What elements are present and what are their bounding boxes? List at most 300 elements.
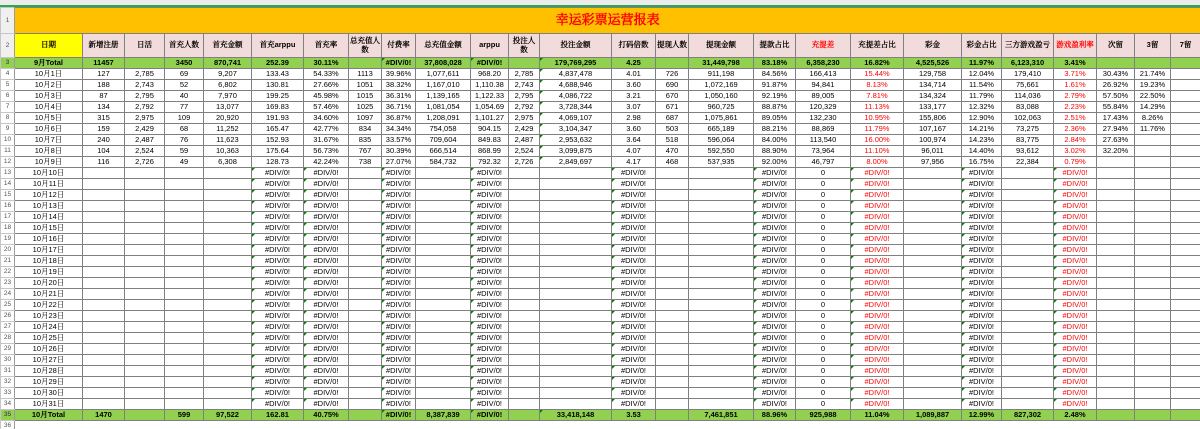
cell[interactable] (1171, 245, 1200, 256)
cell[interactable]: #DIV/0! (304, 355, 349, 366)
cell[interactable]: #DIV/0! (382, 179, 416, 190)
cell[interactable]: 36.87% (382, 113, 416, 124)
cell[interactable]: #DIV/0! (252, 289, 304, 300)
cell[interactable] (204, 223, 252, 234)
cell[interactable] (1171, 135, 1200, 146)
cell[interactable] (1135, 179, 1171, 190)
cell[interactable]: #DIV/0! (612, 267, 656, 278)
cell[interactable]: #DIV/0! (471, 366, 509, 377)
cell[interactable] (1135, 168, 1171, 179)
cell[interactable]: 2,429 (509, 124, 540, 135)
cell[interactable]: 240 (83, 135, 125, 146)
cell[interactable] (204, 267, 252, 278)
cell[interactable]: 129,758 (904, 69, 962, 80)
column-header[interactable]: 投注人数 (509, 34, 540, 58)
cell[interactable]: #DIV/0! (382, 311, 416, 322)
cell[interactable]: 754,058 (416, 124, 471, 135)
cell[interactable]: #DIV/0! (754, 377, 796, 388)
cell[interactable] (656, 168, 689, 179)
cell[interactable] (689, 322, 754, 333)
cell[interactable] (83, 366, 125, 377)
cell[interactable]: #DIV/0! (754, 355, 796, 366)
date-cell[interactable]: 10月14日 (15, 212, 83, 223)
cell[interactable] (1135, 146, 1171, 157)
cell[interactable]: #DIV/0! (382, 377, 416, 388)
cell[interactable]: #DIV/0! (304, 344, 349, 355)
cell[interactable]: 175.64 (252, 146, 304, 157)
cell[interactable] (125, 300, 165, 311)
cell[interactable]: 11457 (83, 58, 125, 69)
cell[interactable]: 0 (796, 201, 851, 212)
row-number[interactable]: 34 (1, 399, 15, 410)
cell[interactable]: 596,064 (689, 135, 754, 146)
cell[interactable]: 4.17 (612, 157, 656, 168)
cell[interactable]: 792.32 (471, 157, 509, 168)
cell[interactable]: #DIV/0! (851, 267, 904, 278)
cell[interactable]: #DIV/0! (382, 168, 416, 179)
cell[interactable]: 0 (796, 333, 851, 344)
cell[interactable] (540, 399, 612, 410)
cell[interactable]: 132,230 (796, 113, 851, 124)
cell[interactable]: 665,189 (689, 124, 754, 135)
cell[interactable] (1171, 190, 1200, 201)
column-header[interactable]: 彩金占比 (962, 34, 1002, 58)
cell[interactable] (125, 322, 165, 333)
cell[interactable]: 1470 (83, 410, 125, 421)
cell[interactable]: 315 (83, 113, 125, 124)
cell[interactable] (349, 366, 382, 377)
cell[interactable] (904, 289, 962, 300)
cell[interactable]: #DIV/0! (612, 344, 656, 355)
date-cell[interactable]: 10月3日 (15, 91, 83, 102)
cell[interactable]: 0 (796, 223, 851, 234)
cell[interactable]: #DIV/0! (754, 278, 796, 289)
cell[interactable]: 2,524 (509, 146, 540, 157)
cell[interactable]: #DIV/0! (1054, 278, 1097, 289)
cell[interactable] (1135, 388, 1171, 399)
cell[interactable]: 96,011 (904, 146, 962, 157)
cell[interactable] (349, 223, 382, 234)
cell[interactable] (125, 278, 165, 289)
cell[interactable]: #DIV/0! (382, 256, 416, 267)
cell[interactable]: #DIV/0! (382, 267, 416, 278)
cell[interactable]: #DIV/0! (851, 311, 904, 322)
cell[interactable] (83, 212, 125, 223)
cell[interactable]: #DIV/0! (382, 289, 416, 300)
cell[interactable] (83, 311, 125, 322)
row-number[interactable]: 9 (1, 124, 15, 135)
column-header[interactable]: 首充金额 (204, 34, 252, 58)
cell[interactable]: #DIV/0! (471, 212, 509, 223)
cell[interactable] (509, 388, 540, 399)
column-header[interactable]: 付费率 (382, 34, 416, 58)
cell[interactable]: 849.83 (471, 135, 509, 146)
cell[interactable] (1171, 388, 1200, 399)
column-header[interactable]: 三方游戏盈亏 (1002, 34, 1054, 58)
cell[interactable] (416, 366, 471, 377)
cell[interactable] (1135, 410, 1171, 421)
cell[interactable] (540, 355, 612, 366)
cell[interactable]: 104 (83, 146, 125, 157)
cell[interactable]: #DIV/0! (382, 388, 416, 399)
row-number[interactable]: 29 (1, 344, 15, 355)
cell[interactable]: 4.25 (612, 58, 656, 69)
date-cell[interactable]: 10月9日 (15, 157, 83, 168)
cell[interactable] (904, 322, 962, 333)
cell[interactable] (125, 256, 165, 267)
cell[interactable] (1171, 410, 1200, 421)
cell[interactable]: 1,208,091 (416, 113, 471, 124)
cell[interactable]: #DIV/0! (304, 311, 349, 322)
cell[interactable]: #DIV/0! (962, 201, 1002, 212)
cell[interactable]: #DIV/0! (304, 278, 349, 289)
cell[interactable] (1002, 388, 1054, 399)
column-header[interactable]: 次留 (1097, 34, 1135, 58)
cell[interactable] (204, 322, 252, 333)
cell[interactable] (540, 267, 612, 278)
cell[interactable]: 2.98 (612, 113, 656, 124)
cell[interactable] (83, 377, 125, 388)
cell[interactable]: 4.01 (612, 69, 656, 80)
cell[interactable]: #DIV/0! (471, 190, 509, 201)
cell[interactable]: #DIV/0! (612, 300, 656, 311)
cell[interactable]: 2.36% (1054, 124, 1097, 135)
cell[interactable] (509, 399, 540, 410)
cell[interactable]: #DIV/0! (612, 223, 656, 234)
cell[interactable]: 252.39 (252, 58, 304, 69)
cell[interactable]: 0 (796, 212, 851, 223)
cell[interactable] (1135, 300, 1171, 311)
cell[interactable] (689, 256, 754, 267)
column-header[interactable]: 提现金额 (689, 34, 754, 58)
cell[interactable] (1135, 311, 1171, 322)
cell[interactable]: #DIV/0! (471, 179, 509, 190)
cell[interactable]: #DIV/0! (962, 245, 1002, 256)
row-number[interactable]: 14 (1, 179, 15, 190)
cell[interactable]: #DIV/0! (1054, 179, 1097, 190)
cell[interactable] (83, 256, 125, 267)
date-cell[interactable]: 10月12日 (15, 190, 83, 201)
cell[interactable] (416, 388, 471, 399)
cell[interactable] (509, 234, 540, 245)
cell[interactable] (540, 289, 612, 300)
cell[interactable] (1171, 146, 1200, 157)
cell[interactable]: #DIV/0! (851, 212, 904, 223)
cell[interactable]: 33.57% (382, 135, 416, 146)
cell[interactable]: 37,808,028 (416, 58, 471, 69)
row-number[interactable]: 11 (1, 146, 15, 157)
cell[interactable]: #DIV/0! (962, 179, 1002, 190)
cell[interactable]: #DIV/0! (382, 278, 416, 289)
cell[interactable] (1097, 190, 1135, 201)
cell[interactable] (125, 355, 165, 366)
cell[interactable]: #DIV/0! (382, 58, 416, 69)
cell[interactable]: 584,732 (416, 157, 471, 168)
cell[interactable]: 0 (796, 344, 851, 355)
cell[interactable]: #DIV/0! (1054, 377, 1097, 388)
cell[interactable]: 6,308 (204, 157, 252, 168)
cell[interactable]: #DIV/0! (1054, 399, 1097, 410)
cell[interactable]: 33,418,148 (540, 410, 612, 421)
cell[interactable] (1171, 256, 1200, 267)
cell[interactable] (1002, 201, 1054, 212)
cell[interactable]: #DIV/0! (382, 333, 416, 344)
cell[interactable] (204, 311, 252, 322)
date-cell[interactable]: 10月16日 (15, 234, 83, 245)
cell[interactable] (1171, 69, 1200, 80)
cell[interactable] (83, 179, 125, 190)
cell[interactable]: #DIV/0! (612, 201, 656, 212)
cell[interactable] (904, 245, 962, 256)
cell[interactable]: 20,920 (204, 113, 252, 124)
cell[interactable] (165, 256, 204, 267)
cell[interactable] (1135, 58, 1171, 69)
cell[interactable] (656, 399, 689, 410)
cell[interactable] (83, 344, 125, 355)
cell[interactable]: 2,975 (509, 113, 540, 124)
cell[interactable] (656, 234, 689, 245)
cell[interactable] (1002, 223, 1054, 234)
cell[interactable] (509, 344, 540, 355)
cell[interactable]: #DIV/0! (851, 179, 904, 190)
cell[interactable] (1135, 333, 1171, 344)
cell[interactable] (656, 355, 689, 366)
cell[interactable] (540, 311, 612, 322)
cell[interactable] (165, 190, 204, 201)
cell[interactable]: 88.21% (754, 124, 796, 135)
cell[interactable]: #DIV/0! (252, 267, 304, 278)
row-number[interactable]: 23 (1, 278, 15, 289)
cell[interactable]: 2,743 (125, 80, 165, 91)
cell[interactable] (1097, 322, 1135, 333)
cell[interactable]: #DIV/0! (754, 256, 796, 267)
cell[interactable]: 152.93 (252, 135, 304, 146)
row-number[interactable]: 26 (1, 311, 15, 322)
cell[interactable]: 102,063 (1002, 113, 1054, 124)
cell[interactable] (165, 168, 204, 179)
cell[interactable] (416, 168, 471, 179)
cell[interactable]: 27.63% (1097, 135, 1135, 146)
cell[interactable]: 1025 (349, 102, 382, 113)
cell[interactable]: 1,110.38 (471, 80, 509, 91)
cell[interactable] (1135, 289, 1171, 300)
cell[interactable]: 3.71% (1054, 69, 1097, 80)
cell[interactable]: 27.66% (304, 80, 349, 91)
cell[interactable] (540, 190, 612, 201)
cell[interactable] (1002, 179, 1054, 190)
cell[interactable] (349, 300, 382, 311)
column-header[interactable]: 首充率 (304, 34, 349, 58)
cell[interactable]: #DIV/0! (962, 212, 1002, 223)
cell[interactable]: 97,522 (204, 410, 252, 421)
cell[interactable]: 10,363 (204, 146, 252, 157)
cell[interactable]: 127 (83, 69, 125, 80)
cell[interactable]: 14.23% (962, 135, 1002, 146)
cell[interactable] (1002, 168, 1054, 179)
cell[interactable]: 14.40% (962, 146, 1002, 157)
row-number[interactable]: 25 (1, 300, 15, 311)
cell[interactable]: #DIV/0! (471, 388, 509, 399)
cell[interactable]: 114,036 (1002, 91, 1054, 102)
cell[interactable]: #DIV/0! (304, 256, 349, 267)
cell[interactable]: #DIV/0! (851, 300, 904, 311)
cell[interactable]: 159 (83, 124, 125, 135)
cell[interactable]: 12.04% (962, 69, 1002, 80)
cell[interactable] (416, 212, 471, 223)
cell[interactable]: 834 (349, 124, 382, 135)
cell[interactable]: #DIV/0! (304, 267, 349, 278)
cell[interactable] (656, 311, 689, 322)
date-cell[interactable]: 10月26日 (15, 344, 83, 355)
date-cell[interactable]: 10月21日 (15, 289, 83, 300)
column-header[interactable]: 首充人数 (165, 34, 204, 58)
row-number[interactable]: 18 (1, 223, 15, 234)
cell[interactable]: 165.47 (252, 124, 304, 135)
cell[interactable] (165, 289, 204, 300)
cell[interactable] (656, 223, 689, 234)
cell[interactable]: #DIV/0! (471, 399, 509, 410)
cell[interactable]: 107,167 (904, 124, 962, 135)
date-cell[interactable]: 10月8日 (15, 146, 83, 157)
cell[interactable] (689, 366, 754, 377)
cell[interactable]: 12.32% (962, 102, 1002, 113)
cell[interactable] (509, 300, 540, 311)
cell[interactable]: 1,081,054 (416, 102, 471, 113)
cell[interactable]: 31.67% (304, 135, 349, 146)
cell[interactable]: 8.13% (851, 80, 904, 91)
cell[interactable]: #DIV/0! (252, 322, 304, 333)
cell[interactable]: #DIV/0! (304, 388, 349, 399)
cell[interactable]: #DIV/0! (851, 245, 904, 256)
cell[interactable]: 7.81% (851, 91, 904, 102)
cell[interactable]: #DIV/0! (304, 300, 349, 311)
cell[interactable] (204, 366, 252, 377)
cell[interactable] (125, 333, 165, 344)
cell[interactable]: 13,077 (204, 102, 252, 113)
cell[interactable] (1171, 311, 1200, 322)
cell[interactable] (689, 245, 754, 256)
cell[interactable]: #DIV/0! (962, 333, 1002, 344)
cell[interactable]: 0 (796, 234, 851, 245)
cell[interactable] (1171, 377, 1200, 388)
cell[interactable] (509, 278, 540, 289)
cell[interactable] (540, 179, 612, 190)
cell[interactable]: 100,974 (904, 135, 962, 146)
cell[interactable]: #DIV/0! (962, 190, 1002, 201)
date-cell[interactable]: 10月27日 (15, 355, 83, 366)
cell[interactable]: 89.05% (754, 113, 796, 124)
cell[interactable]: #DIV/0! (962, 223, 1002, 234)
cell[interactable] (509, 355, 540, 366)
cell[interactable] (349, 322, 382, 333)
cell[interactable] (1002, 267, 1054, 278)
cell[interactable]: #DIV/0! (754, 267, 796, 278)
cell[interactable]: 670 (656, 91, 689, 102)
cell[interactable]: #DIV/0! (252, 366, 304, 377)
cell[interactable]: 6,802 (204, 80, 252, 91)
cell[interactable]: 169.83 (252, 102, 304, 113)
cell[interactable] (1171, 289, 1200, 300)
date-cell[interactable]: 10月11日 (15, 179, 83, 190)
row-number[interactable]: 8 (1, 113, 15, 124)
cell[interactable]: 6,358,230 (796, 58, 851, 69)
cell[interactable]: #DIV/0! (1054, 168, 1097, 179)
date-cell[interactable]: 10月10日 (15, 168, 83, 179)
cell[interactable] (83, 333, 125, 344)
row-number[interactable]: 15 (1, 190, 15, 201)
cell[interactable]: #DIV/0! (471, 311, 509, 322)
cell[interactable]: #DIV/0! (754, 344, 796, 355)
cell[interactable] (204, 388, 252, 399)
cell[interactable]: #DIV/0! (754, 223, 796, 234)
cell[interactable]: 960,725 (689, 102, 754, 113)
column-header[interactable]: 总充值金额 (416, 34, 471, 58)
cell[interactable]: #DIV/0! (851, 388, 904, 399)
row-number[interactable]: 5 (1, 80, 15, 91)
cell[interactable]: 134 (83, 102, 125, 113)
cell[interactable]: #DIV/0! (252, 344, 304, 355)
row-number[interactable]: 7 (1, 102, 15, 113)
cell[interactable]: 3.41% (1054, 58, 1097, 69)
cell[interactable]: 2,785 (509, 69, 540, 80)
cell[interactable]: 2,726 (125, 157, 165, 168)
cell[interactable]: 2,429 (125, 124, 165, 135)
cell[interactable] (83, 201, 125, 212)
cell[interactable] (165, 245, 204, 256)
cell[interactable] (689, 388, 754, 399)
cell[interactable] (656, 267, 689, 278)
cell[interactable]: 0 (796, 190, 851, 201)
cell[interactable]: #DIV/0! (471, 333, 509, 344)
cell[interactable] (689, 399, 754, 410)
cell[interactable]: #DIV/0! (1054, 190, 1097, 201)
column-header[interactable]: 日期 (15, 34, 83, 58)
cell[interactable]: #DIV/0! (471, 344, 509, 355)
cell[interactable]: 0.79% (1054, 157, 1097, 168)
cell[interactable] (904, 278, 962, 289)
cell[interactable]: #DIV/0! (851, 201, 904, 212)
cell[interactable]: 15.44% (851, 69, 904, 80)
cell[interactable]: 2,795 (509, 91, 540, 102)
column-header[interactable]: 投注金额 (540, 34, 612, 58)
cell[interactable] (1097, 201, 1135, 212)
cell[interactable]: #DIV/0! (471, 410, 509, 421)
cell[interactable] (540, 344, 612, 355)
cell[interactable] (125, 377, 165, 388)
cell[interactable]: 1015 (349, 91, 382, 102)
cell[interactable] (165, 201, 204, 212)
cell[interactable]: 2,953,632 (540, 135, 612, 146)
cell[interactable] (509, 190, 540, 201)
cell[interactable]: 726 (656, 69, 689, 80)
cell[interactable]: 0 (796, 289, 851, 300)
cell[interactable] (689, 168, 754, 179)
cell[interactable] (1171, 91, 1200, 102)
cell[interactable] (349, 212, 382, 223)
cell[interactable]: 88.87% (754, 102, 796, 113)
cell[interactable]: 21.74% (1135, 69, 1171, 80)
cell[interactable]: 870,741 (204, 58, 252, 69)
cell[interactable] (904, 388, 962, 399)
cell[interactable] (656, 245, 689, 256)
cell[interactable]: 11,252 (204, 124, 252, 135)
cell[interactable] (540, 234, 612, 245)
cell[interactable] (1002, 344, 1054, 355)
cell[interactable]: 54.33% (304, 69, 349, 80)
cell[interactable] (165, 278, 204, 289)
row-number[interactable]: 32 (1, 377, 15, 388)
column-letters-strip[interactable] (0, 0, 1200, 7)
